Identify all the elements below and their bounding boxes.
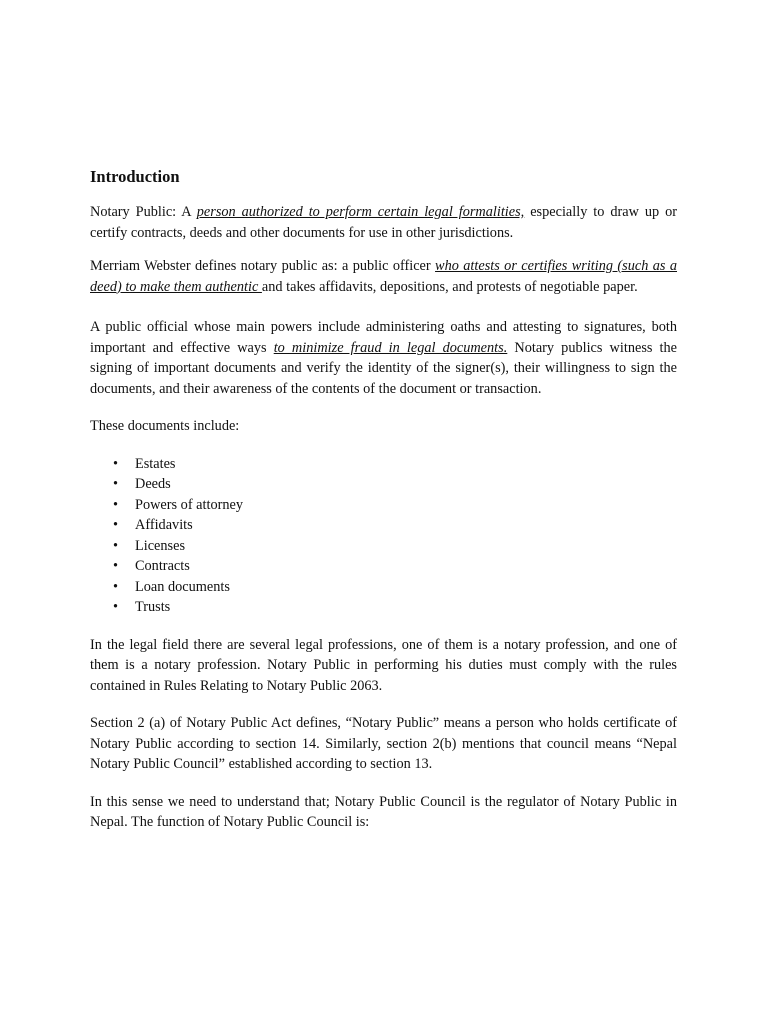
- list-item-label: Loan documents: [135, 578, 230, 595]
- list-item-label: Trusts: [135, 599, 171, 615]
- bullet-icon: •: [113, 496, 119, 513]
- paragraph-text: A public official whose main powers include administering oaths and attesting to signatures, both important and effective ways: [90, 319, 677, 356]
- bullet-icon: •: [113, 578, 119, 595]
- paragraph-council-function: In this sense we need to understand that; Notary Public Council is the regulator of Notary Public in Nepal. The function of Notary Public Council is:: [90, 793, 677, 830]
- list-item-label: Estates: [135, 455, 176, 472]
- paragraph-section-2: Section 2 (a) of Notary Public Act defines, “Notary Public” means a person who holds certificate of Notary Public according to section 14. Similarly, section 2(b) mentions that council means “Nepal Notary Public Council” established according to section 13.: [90, 715, 677, 772]
- list-item-label: Affidavits: [135, 517, 193, 533]
- list-item: [90, 515, 677, 536]
- list-item: [90, 474, 677, 495]
- list-item-label: Licenses: [135, 537, 186, 554]
- list-item-label: Deeds: [135, 476, 171, 492]
- paragraph-merriam-webster: [90, 256, 677, 297]
- documents-list: [90, 454, 677, 618]
- list-item: [90, 556, 677, 577]
- underlined-emphasis: person authorized to perform certain legal formalities,: [196, 204, 525, 220]
- list-item: [90, 597, 677, 618]
- bullet-icon: •: [113, 599, 119, 615]
- page-title: Introduction: [90, 167, 180, 186]
- bullet-icon: •: [113, 558, 119, 574]
- underlined-emphasis: to minimize fraud in legal documents.: [273, 339, 508, 356]
- bullet-icon: •: [113, 455, 119, 472]
- paragraph-legal-professions: In the legal field there are several legal professions, one of them is a notary profession, and one of them is a notary profession. Notary Public in performing his duties must comply with the rules contained in Rules Relating to Notary Public 2063.: [90, 636, 677, 694]
- paragraph-text: Merriam Webster defines notary public as: a public officer: [90, 258, 436, 274]
- paragraph-text: and takes affidavits, depositions, and protests of negotiable paper.: [261, 278, 638, 295]
- bullet-icon: •: [113, 476, 119, 492]
- underlined-emphasis: who attests or certifies writing (such as a deed) to make them authentic: [90, 258, 678, 295]
- list-item-label: Powers of attorney: [135, 496, 243, 513]
- list-item: [90, 454, 677, 475]
- document-page: [90, 166, 677, 833]
- list-item: [90, 577, 677, 598]
- paragraph-public-official: [90, 317, 677, 399]
- list-item-label: Contracts: [135, 558, 190, 574]
- paragraph-documents-intro: These documents include:: [90, 418, 240, 434]
- paragraph-definition: [90, 202, 677, 243]
- paragraph-text: Notary Public: A: [90, 204, 197, 220]
- paragraph-text: especially to draw up or certify contracts, deeds and other documents for use in other jurisdictions.: [90, 204, 678, 241]
- bullet-icon: •: [113, 517, 119, 533]
- list-item: [90, 495, 677, 516]
- bullet-icon: •: [113, 537, 119, 554]
- list-item: [90, 536, 677, 557]
- paragraph-text: Notary publics witness the signing of important documents and verify the identity of the signer(s), their willingness to sign the documents, and their awareness of the contents of the document or transaction.: [90, 339, 677, 397]
